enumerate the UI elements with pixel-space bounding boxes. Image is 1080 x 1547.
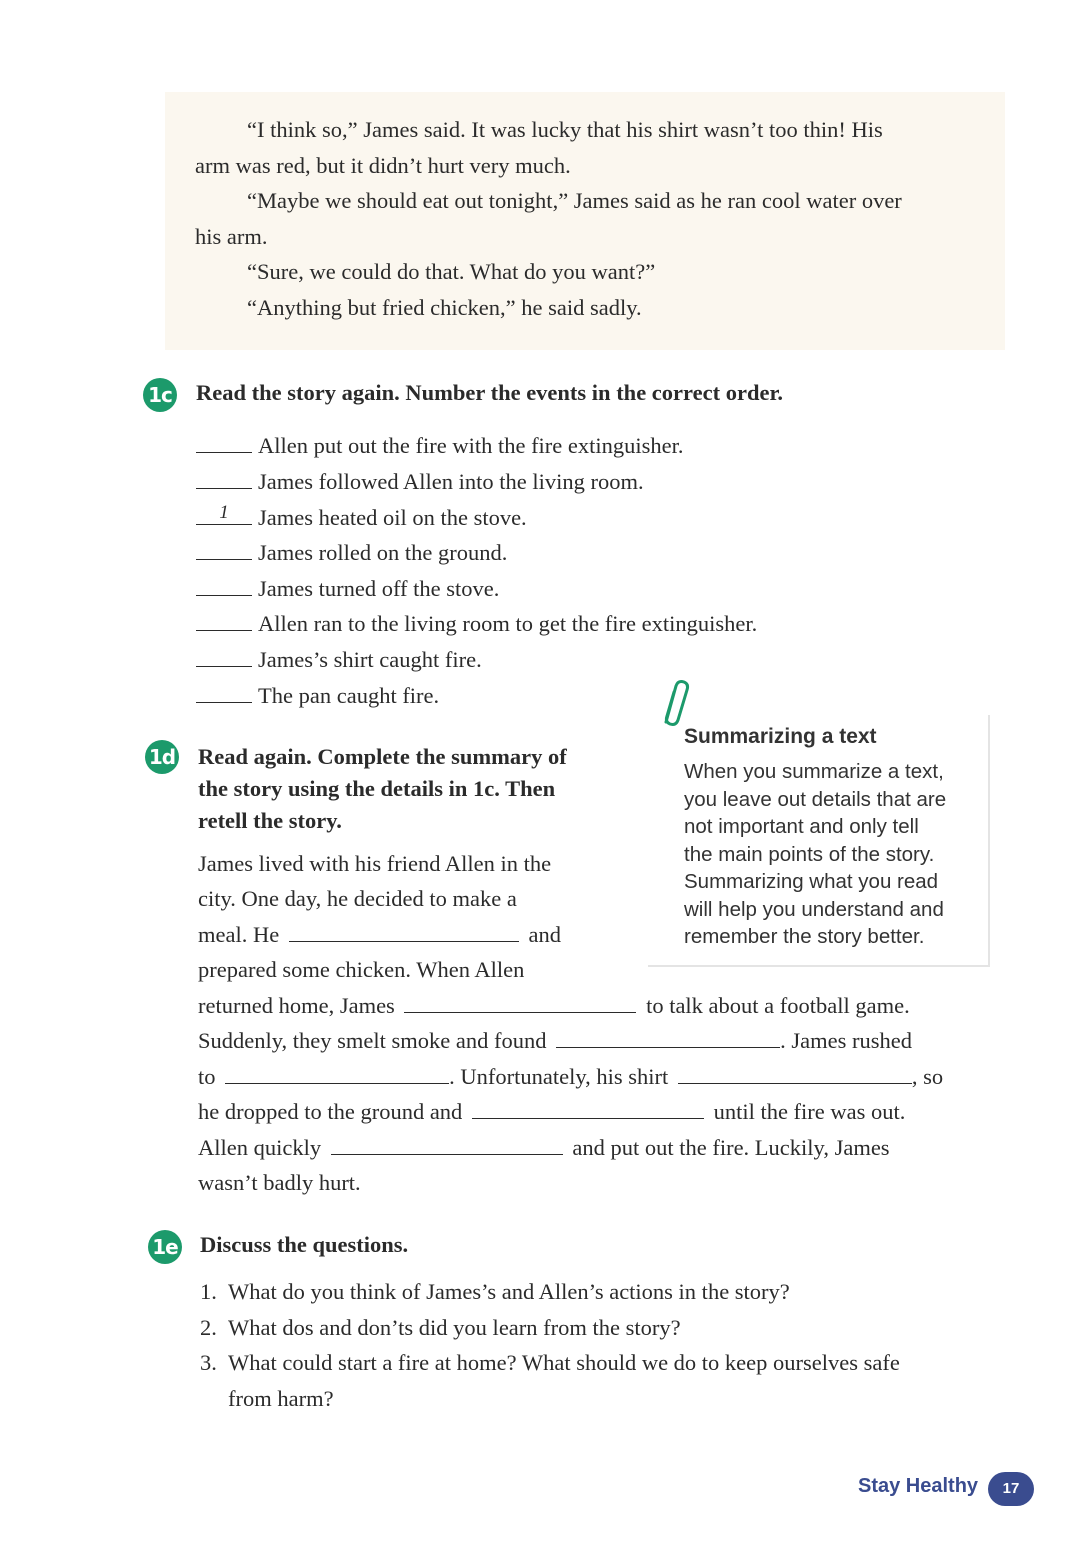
section-1d-instruction	[198, 741, 567, 837]
instruction-line: Read again. Complete the summary of	[198, 744, 567, 769]
event-text: Allen put out the fire with the fire extinguisher.	[258, 433, 684, 458]
summary-line	[198, 1098, 905, 1132]
story-paragraph: arm was red, but it didn’t hurt very much.	[195, 153, 571, 178]
summary-blank[interactable]	[225, 1063, 449, 1084]
summary-blank[interactable]	[404, 992, 636, 1013]
event-row	[196, 566, 499, 602]
summary-text: , so	[911, 1064, 944, 1089]
story-paragraph: “Maybe we should eat out tonight,” James said as he ran cool water over	[247, 188, 902, 213]
summary-line	[198, 1063, 943, 1097]
event-order-blank[interactable]	[196, 466, 252, 489]
summary-text: until the fire was out.	[713, 1099, 906, 1124]
summary-line: wasn’t badly hurt.	[198, 1170, 361, 1195]
question-row	[200, 1310, 1000, 1346]
question-number: 3.	[200, 1350, 217, 1375]
question-row	[200, 1345, 1000, 1381]
event-order-blank[interactable]	[196, 680, 252, 703]
summary-text: and	[528, 922, 561, 947]
question-number: 1.	[200, 1279, 217, 1304]
question-number: 2.	[200, 1315, 217, 1340]
event-order-blank[interactable]: 1	[196, 502, 252, 525]
tip-line: the main points of the story.	[684, 842, 935, 866]
instruction-line: retell the story.	[198, 808, 342, 833]
event-order-blank[interactable]	[196, 608, 252, 631]
summary-text: he dropped to the ground and	[198, 1099, 463, 1124]
story-paragraph: “I think so,” James said. It was lucky that his shirt wasn’t too thin! His	[247, 117, 883, 142]
event-text: James turned off the stove.	[258, 576, 500, 601]
summary-text: . Unfortunately, his shirt	[449, 1064, 669, 1089]
question-row	[200, 1274, 1000, 1310]
summary-blank[interactable]	[472, 1098, 704, 1119]
event-text: James’s shirt caught fire.	[258, 647, 482, 672]
summary-line	[198, 1027, 912, 1061]
tip-title: Summarizing a text	[684, 725, 877, 748]
unit-label: Stay Healthy	[858, 1475, 979, 1497]
event-row	[196, 673, 439, 709]
question-text: What could start a fire at home? What should we do to keep ourselves safe	[228, 1350, 900, 1375]
summary-text: meal. He	[198, 922, 280, 947]
event-text: James heated oil on the stove.	[258, 505, 527, 530]
summary-line: prepared some chicken. When Allen	[198, 957, 525, 982]
question-text: What dos and don’ts did you learn from the story?	[228, 1315, 681, 1340]
tip-line: not important and only tell	[684, 815, 919, 838]
summary-line: city. One day, he decided to make a	[198, 886, 517, 911]
summary-text: to talk about a football game.	[646, 993, 910, 1018]
summary-text: Suddenly, they smelt smoke and found	[198, 1028, 547, 1053]
question-text: What do you think of James’s and Allen’s actions in the story?	[228, 1279, 790, 1304]
summary-line: James lived with his friend Allen in the	[198, 851, 552, 876]
summary-text: and put out the fire. Luckily, James	[572, 1135, 890, 1160]
section-1c-instruction: Read the story again. Number the events in the correct order.	[196, 380, 783, 405]
tip-line: will help you understand and	[684, 897, 944, 921]
story-paragraph: “Sure, we could do that. What do you want?”	[247, 259, 656, 284]
event-order-blank[interactable]	[196, 644, 252, 667]
event-text: James rolled on the ground.	[258, 540, 508, 565]
event-text: The pan caught fire.	[258, 683, 440, 708]
story-paragraph: “Anything but fried chicken,” he said sadly.	[247, 295, 642, 320]
summary-blank[interactable]	[678, 1063, 912, 1084]
summary-blank[interactable]	[331, 1134, 563, 1155]
summary-text: returned home, James	[198, 993, 395, 1018]
instruction-line: the story using the details in 1c. Then	[198, 776, 556, 801]
summary-text: . James rushed	[780, 1028, 912, 1053]
summary-line	[198, 992, 910, 1026]
summary-blank[interactable]	[289, 921, 519, 942]
summary-line	[198, 921, 561, 955]
question-text: from harm?	[228, 1386, 334, 1411]
event-text: Allen ran to the living room to get the fire extinguisher.	[258, 611, 758, 636]
event-row	[196, 495, 527, 531]
section-badge-1e: 1e	[148, 1230, 182, 1264]
story-paragraph: his arm.	[195, 224, 268, 249]
event-text: James followed Allen into the living room.	[258, 469, 644, 494]
summary-blank[interactable]	[556, 1027, 780, 1048]
event-order-blank[interactable]	[196, 537, 252, 560]
event-row	[196, 601, 757, 637]
summary-line	[198, 1134, 890, 1168]
event-row	[196, 530, 507, 566]
event-row	[196, 423, 684, 459]
page-number-badge: 17	[988, 1472, 1034, 1506]
tip-line: remember the story better.	[684, 925, 925, 948]
tip-text	[684, 758, 984, 951]
section-1e-instruction: Discuss the questions.	[200, 1232, 409, 1257]
tip-line: When you summarize a text,	[684, 760, 944, 783]
section-badge-1d: 1d	[145, 740, 179, 774]
question-row	[200, 1381, 1000, 1417]
event-row	[196, 637, 482, 673]
summary-text: to	[198, 1064, 216, 1089]
event-order-blank[interactable]	[196, 430, 252, 453]
section-badge-1c: 1c	[143, 378, 177, 412]
event-row	[196, 459, 644, 495]
tip-line: Summarizing what you read	[684, 870, 939, 893]
event-order-blank[interactable]	[196, 573, 252, 596]
summary-text: Allen quickly	[198, 1135, 322, 1160]
tip-line: you leave out details that are	[684, 787, 947, 811]
